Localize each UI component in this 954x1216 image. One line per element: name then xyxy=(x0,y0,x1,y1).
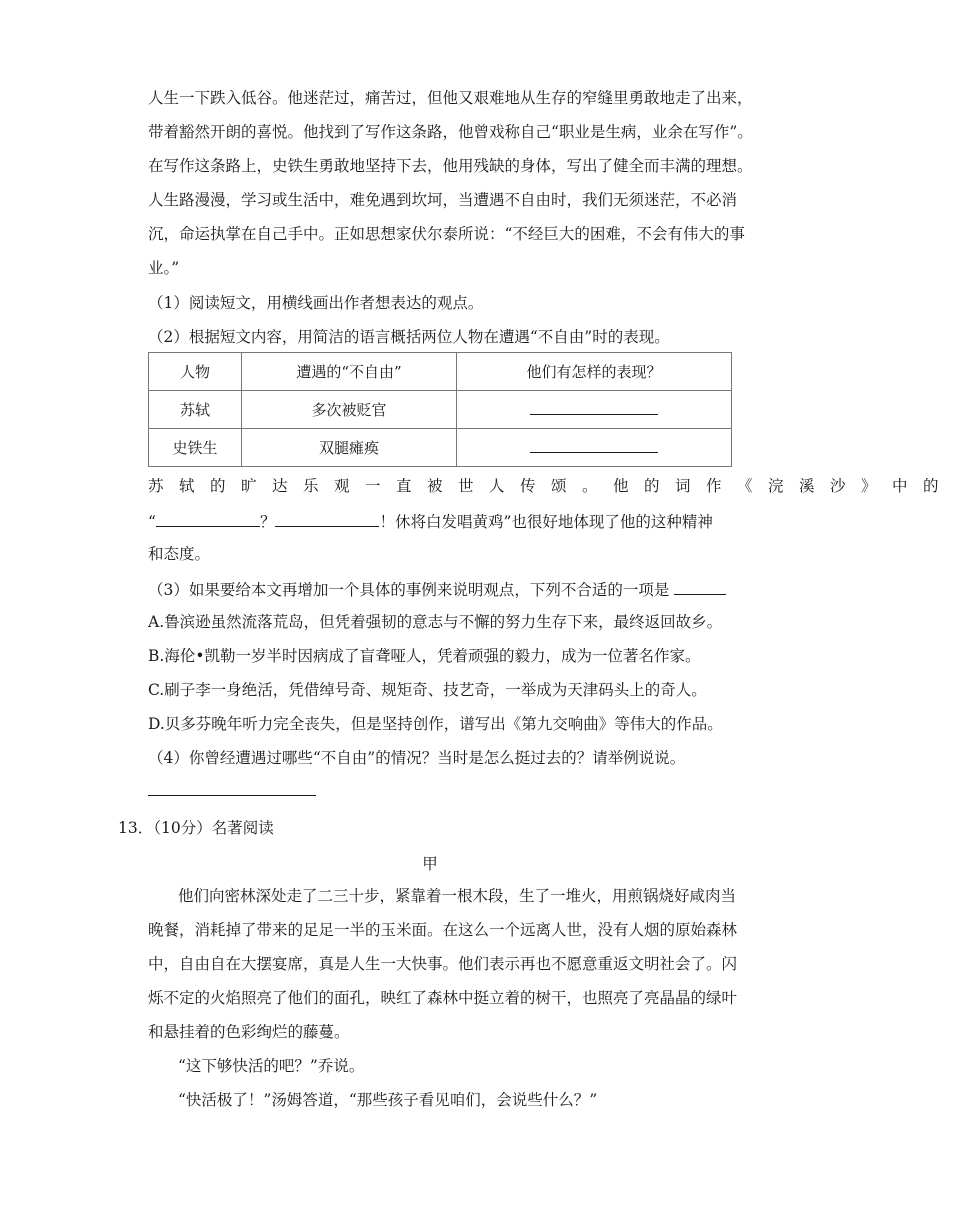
question-4: （4）你曾经遭遇过哪些“不自由”的情况？当时是怎么挺过去的？请举例说说。 xyxy=(148,749,686,767)
table-header: 人物 xyxy=(149,353,242,391)
character-table xyxy=(148,352,732,467)
table-header: 他们有怎样的表现？ xyxy=(457,353,732,391)
table-cell: 多次被贬官 xyxy=(242,391,457,429)
story-line: 晚餐，消耗掉了带来的足足一半的玉米面。在这么一个远离人世，没有人烟的原始森林 xyxy=(148,921,738,939)
su-shi-fill-text: ！休将白发唱黄鸡”也很好地体现了他的这种精神 xyxy=(379,513,713,531)
passage-line: 在写作这条路上，史铁生勇敢地坚持下去，他用残缺的身体，写出了健全而丰满的理想。 xyxy=(148,157,753,175)
question-1: （1）阅读短文，用横线画出作者想表达的观点。 xyxy=(148,294,484,312)
story-line: 中，自由自在大摆宴席，真是人生一大快事。他们表示再也不愿意重返文明社会了。闪 xyxy=(148,955,738,973)
open-quote: “ xyxy=(148,513,156,531)
table-cell: 苏轼 xyxy=(149,391,242,429)
table-cell: 双腿瘫痪 xyxy=(242,429,457,467)
option-b[interactable]: B.海伦•凯勒一岁半时因病成了盲聋哑人，凭着顽强的毅力，成为一位著名作家。 xyxy=(148,647,701,665)
answer-blank-cell[interactable] xyxy=(457,391,732,429)
question-3 xyxy=(148,578,738,600)
answer-blank[interactable] xyxy=(530,438,658,453)
answer-blank[interactable] xyxy=(275,510,379,527)
passage-line: 沉，命运执掌在自己手中。正如思想家伏尔泰所说：“不经巨大的困难，不会有伟大的事 xyxy=(148,225,745,243)
story-line: 和悬挂着的色彩绚烂的藤蔓。 xyxy=(148,1023,350,1041)
passage-line: 人生一下跌入低谷。他迷茫过，痛苦过，但他又艰难地从生存的窄缝里勇敢地走了出来， xyxy=(148,89,753,107)
su-shi-line: 苏轼的旷达乐观一直被世人传颂。他的词作《浣溪沙》中的 xyxy=(148,477,954,495)
answer-blank[interactable] xyxy=(674,578,726,595)
option-a[interactable]: A.鲁滨逊虽然流落荒岛，但凭着强韧的意志与不懈的努力生存下来，最终返回故乡。 xyxy=(148,613,723,631)
table-header-row xyxy=(149,353,732,391)
question-3-text: （3）如果要给本文再增加一个具体的事例来说明观点，下列不合适的一项是 xyxy=(148,581,670,599)
story-line: 他们向密林深处走了二三十步，紧靠着一根木段，生了一堆火，用煎锅烧好咸肉当 xyxy=(178,887,737,905)
option-c[interactable]: C.刷子李一身绝活，凭借绰号奇、规矩奇、技艺奇，一举成为天津码头上的奇人。 xyxy=(148,681,707,699)
passage-line: 业。” xyxy=(148,259,180,277)
table-header: 遭遇的“不自由” xyxy=(242,353,457,391)
story-line: 烁不定的火焰照亮了他们的面孔，映红了森林中挺立着的树干，也照亮了亮晶晶的绿叶 xyxy=(148,989,738,1007)
question-mark: ？ xyxy=(259,513,276,531)
dialogue-line: “快活极了！”汤姆答道，“那些孩子看见咱们，会说些什么？” xyxy=(178,1091,598,1109)
option-d[interactable]: D.贝多芬晚年听力完全丧失，但是坚持创作，谱写出《第九交响曲》等伟大的作品。 xyxy=(148,715,723,733)
question-13-heading: 13．（10分）名著阅读 xyxy=(118,819,274,837)
su-shi-line-end: 和态度。 xyxy=(148,545,211,563)
answer-line[interactable] xyxy=(148,795,316,796)
question-2: （2）根据短文内容，用简洁的语言概括两位人物在遭遇“不自由”时的表现。 xyxy=(148,328,670,346)
table-row xyxy=(149,429,732,467)
su-shi-fill-line xyxy=(148,510,738,532)
table-row xyxy=(149,391,732,429)
passage-line: 人生路漫漫，学习或生活中，难免遇到坎坷，当遭遇不自由时，我们无须迷茫，不必消 xyxy=(148,191,738,209)
table-cell: 史铁生 xyxy=(149,429,242,467)
answer-blank[interactable] xyxy=(156,510,260,527)
section-label: 甲 xyxy=(422,855,438,873)
passage-line: 带着豁然开朗的喜悦。他找到了写作这条路，他曾戏称自己“职业是生病，业余在写作”。 xyxy=(148,123,753,141)
dialogue-line: “这下够快活的吧？”乔说。 xyxy=(178,1057,365,1075)
answer-blank-cell[interactable] xyxy=(457,429,732,467)
answer-blank[interactable] xyxy=(530,400,658,415)
